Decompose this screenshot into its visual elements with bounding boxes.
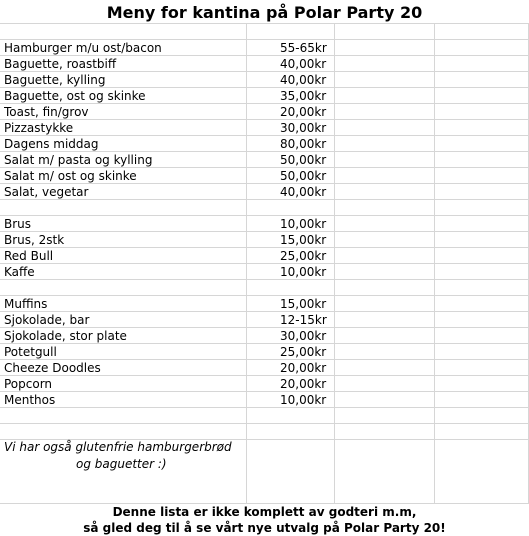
menu-item-price: 40,00kr xyxy=(280,73,327,87)
gluten-free-note-line2: og baguetter :) xyxy=(76,457,167,471)
menu-item-name: Salat, vegetar xyxy=(4,185,89,199)
menu-item-price: 35,00kr xyxy=(280,89,327,103)
menu-item-price: 10,00kr xyxy=(280,265,327,279)
menu-item-name: Toast, fin/grov xyxy=(4,105,89,119)
menu-item-name: Kaffe xyxy=(4,265,35,279)
menu-item-name: Baguette, roastbiff xyxy=(4,57,117,71)
grid-row-line xyxy=(0,423,529,424)
menu-item-name: Pizzastykke xyxy=(4,121,74,135)
menu-item-price: 40,00kr xyxy=(280,185,327,199)
menu-item-price: 25,00kr xyxy=(280,249,327,263)
menu-item-name: Brus xyxy=(4,217,32,231)
menu-item-price: 20,00kr xyxy=(280,361,327,375)
menu-item-price: 30,00kr xyxy=(280,329,327,343)
menu-item-name: Popcorn xyxy=(4,377,53,391)
menu-item-price: 40,00kr xyxy=(280,57,327,71)
menu-item-name: Salat m/ ost og skinke xyxy=(4,169,137,183)
menu-item-name: Cheeze Doodles xyxy=(4,361,101,375)
menu-item-price: 15,00kr xyxy=(280,297,327,311)
menu-item-price: 50,00kr xyxy=(280,153,327,167)
menu-item-price: 80,00kr xyxy=(280,137,327,151)
menu-item-name: Dagens middag xyxy=(4,137,99,151)
menu-item-name: Muffins xyxy=(4,297,48,311)
menu-item-price: 20,00kr xyxy=(280,377,327,391)
menu-item-price: 15,00kr xyxy=(280,233,327,247)
menu-item-name: Red Bull xyxy=(4,249,54,263)
gluten-free-note-line1: Vi har også glutenfrie hamburgerbrød xyxy=(4,440,232,454)
menu-item-price: 50,00kr xyxy=(280,169,327,183)
grid-row-line xyxy=(0,23,529,24)
menu-item-name: Menthos xyxy=(4,393,56,407)
menu-item-name: Baguette, ost og skinke xyxy=(4,89,146,103)
menu-item-price: 10,00kr xyxy=(280,217,327,231)
menu-item-name: Hamburger m/u ost/bacon xyxy=(4,41,162,55)
menu-item-name: Salat m/ pasta og kylling xyxy=(4,153,153,167)
menu-item-name: Brus, 2stk xyxy=(4,233,65,247)
menu-item-name: Sjokolade, stor plate xyxy=(4,329,127,343)
menu-item-price: 30,00kr xyxy=(280,121,327,135)
grid-column-line xyxy=(246,23,247,503)
menu-item-price: 55-65kr xyxy=(280,41,327,55)
menu-item-price: 12-15kr xyxy=(280,313,327,327)
menu-item-name: Baguette, kylling xyxy=(4,73,106,87)
menu-title: Meny for kantina på Polar Party 20 xyxy=(106,3,423,22)
menu-item-price: 20,00kr xyxy=(280,105,327,119)
menu-item-price: 10,00kr xyxy=(280,393,327,407)
footer-line1: Denne lista er ikke komplett av godteri m.m, xyxy=(112,505,417,519)
menu-item-name: Potetgull xyxy=(4,345,57,359)
menu-item-name: Sjokolade, bar xyxy=(4,313,90,327)
menu-item-price: 25,00kr xyxy=(280,345,327,359)
grid-column-line xyxy=(434,23,435,503)
footer-line2: så gled deg til å se vårt nye utvalg på Polar Party 20! xyxy=(83,521,446,535)
